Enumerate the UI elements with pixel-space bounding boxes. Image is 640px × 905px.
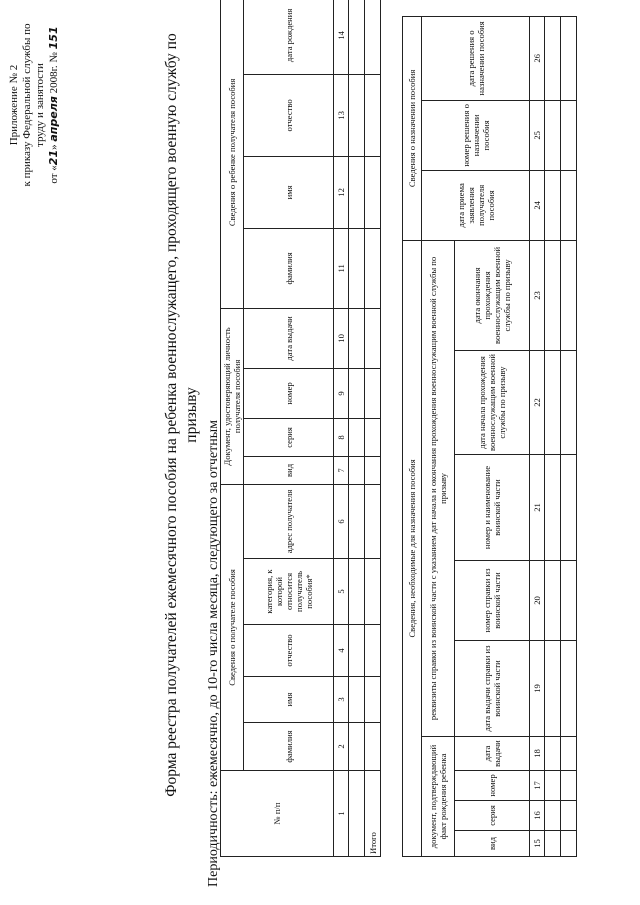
header-patronymic: отчество bbox=[244, 625, 334, 677]
column-numbers-row bbox=[334, 0, 349, 857]
column-number: 7 bbox=[334, 456, 349, 484]
group-id-document-header: Документ, удостоверяющий личность получателя пособия bbox=[221, 308, 244, 484]
column-number: 13 bbox=[334, 74, 349, 156]
handwritten-day: 21 bbox=[47, 149, 60, 166]
empty-data-row bbox=[349, 0, 365, 857]
column-number: 10 bbox=[334, 308, 349, 368]
header-child-birth-date: дата рождения bbox=[244, 0, 334, 74]
header-birth-doc-date: дата выдачи bbox=[455, 737, 530, 771]
header-name: имя bbox=[244, 677, 334, 723]
column-number: 12 bbox=[334, 156, 349, 228]
header-service-end: дата окончания прохождения военнослужащим военной службы по призыву bbox=[455, 240, 530, 350]
column-number: 18 bbox=[530, 737, 545, 771]
group-military-certificate-header: реквизиты справки из воинской части с указанием дат начала и окончания прохождения военнослужащим военной службы по призыву bbox=[422, 240, 455, 736]
column-numbers-row bbox=[530, 16, 545, 856]
group-needed-info-header: Сведения, необходимые для назначения пособия bbox=[403, 240, 422, 856]
total-row bbox=[365, 0, 381, 857]
empty-data-row bbox=[545, 16, 561, 856]
header-child-surname: фамилия bbox=[244, 228, 334, 308]
column-number: 22 bbox=[530, 351, 545, 455]
column-number: 11 bbox=[334, 228, 349, 308]
header-child-patronymic: отчество bbox=[244, 74, 334, 156]
column-number: 25 bbox=[530, 100, 545, 170]
header-birth-doc-type: вид bbox=[455, 831, 530, 857]
header-doc-number: номер bbox=[244, 368, 334, 418]
header-application-date: дата приема заявления получателя пособия bbox=[422, 170, 530, 240]
column-number: 9 bbox=[334, 368, 349, 418]
header-decision-number: номер решения о назначении пособия bbox=[422, 100, 530, 170]
col-number-header: № п/п bbox=[221, 771, 334, 857]
header-birth-doc-number: номер bbox=[455, 771, 530, 801]
column-number: 2 bbox=[334, 723, 349, 771]
column-number: 16 bbox=[530, 801, 545, 831]
header-surname: фамилия bbox=[244, 723, 334, 771]
total-label: Итого bbox=[365, 771, 381, 857]
column-number: 21 bbox=[530, 455, 545, 561]
empty-data-row bbox=[561, 16, 577, 856]
header-certificate-date: дата выдачи справки из воинской части bbox=[455, 641, 530, 737]
column-number: 14 bbox=[334, 0, 349, 74]
header-address: адрес получателя bbox=[244, 484, 334, 558]
column-number: 24 bbox=[530, 170, 545, 240]
periodicity-line: Периодичность: ежемесячно, до 10-го числа месяца, следующего за отчетным bbox=[206, 420, 221, 887]
column-number: 3 bbox=[334, 677, 349, 723]
header-certificate-number: номер справки из воинской части bbox=[455, 561, 530, 641]
appendix-order-line2: труду и занятости bbox=[34, 63, 46, 147]
registry-table-part1 bbox=[220, 0, 381, 857]
header-doc-type: вид bbox=[244, 456, 334, 484]
column-number: 26 bbox=[530, 16, 545, 100]
appendix-block bbox=[8, 5, 61, 205]
column-number: 20 bbox=[530, 561, 545, 641]
header-child-name: имя bbox=[244, 156, 334, 228]
group-birth-document-header: документ, подтверждающий факт рождения ребенка bbox=[422, 737, 455, 857]
registry-table-part2 bbox=[402, 16, 577, 857]
appendix-title: Приложение № 2 bbox=[8, 64, 20, 146]
header-category: категория, к которой относится получатель пособия* bbox=[244, 559, 334, 625]
handwritten-month: апреля bbox=[47, 96, 60, 142]
header-doc-series: серия bbox=[244, 418, 334, 456]
column-number: 6 bbox=[334, 484, 349, 558]
column-number: 4 bbox=[334, 625, 349, 677]
appendix-order-line: к приказу Федеральной службы по bbox=[21, 23, 33, 187]
column-number: 1 bbox=[334, 771, 349, 857]
column-number: 23 bbox=[530, 240, 545, 350]
header-birth-doc-series: серия bbox=[455, 801, 530, 831]
column-number: 17 bbox=[530, 771, 545, 801]
group-assignment-header: Сведения о назначении пособия bbox=[403, 16, 422, 240]
header-doc-date: дата выдачи bbox=[244, 308, 334, 368]
handwritten-number: 151 bbox=[47, 26, 60, 50]
group-child-header: Сведения о ребенке получателя пособия bbox=[221, 0, 244, 308]
header-decision-date: дата решения о назначении пособия bbox=[422, 16, 530, 100]
form-title: Форма реестра получателей ежемесячного пособия на ребенка военнослужащего, проходящего военную службу по призыву bbox=[163, 33, 200, 797]
column-number: 8 bbox=[334, 418, 349, 456]
header-military-unit: номер и наименование воинской части bbox=[455, 455, 530, 561]
column-number: 5 bbox=[334, 559, 349, 625]
header-service-start: дата начала прохождения военнослужащим военной службы по призыву bbox=[455, 351, 530, 455]
appendix-date-line: от «21» апреля 2008г. № 151 bbox=[47, 26, 60, 184]
column-number: 15 bbox=[530, 831, 545, 857]
column-number: 19 bbox=[530, 641, 545, 737]
group-recipient-header: Сведения о получателе пособия bbox=[221, 484, 244, 770]
